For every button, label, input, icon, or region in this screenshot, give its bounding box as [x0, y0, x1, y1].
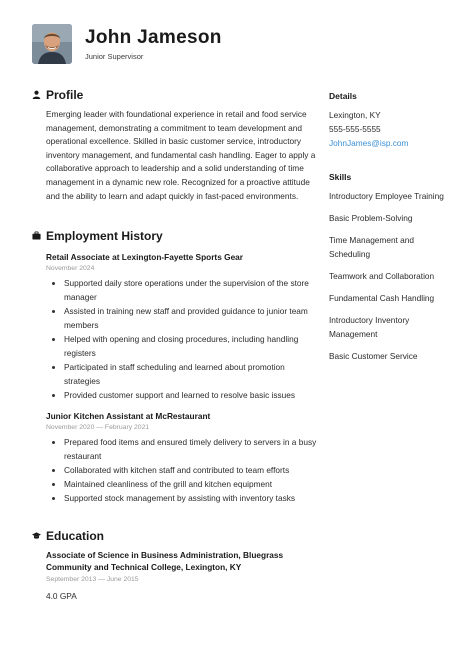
skills-section: [329, 171, 449, 363]
job-bullet: Collaborated with kitchen staff and contributed to team efforts: [46, 463, 318, 477]
briefcase-icon: [32, 231, 41, 240]
details-email-link[interactable]: JohnJames@isp.com: [329, 138, 409, 148]
job-bullet: Assisted in training new staff and provided guidance to junior team members: [46, 304, 318, 332]
job-bullet: Supported stock management by assisting with inventory tasks: [46, 491, 318, 505]
skill-item: Introductory Inventory Management: [329, 315, 410, 339]
skill-item: Introductory Employee Training: [329, 191, 444, 201]
profile-section-title: Profile: [46, 88, 84, 102]
details-location: Lexington, KY: [329, 110, 381, 120]
education-entry: [46, 549, 318, 602]
job-entry: [46, 410, 318, 505]
details-title: Details: [329, 91, 357, 101]
education-date: September 2013 — June 2015: [46, 576, 139, 584]
sidebar-column: [329, 90, 449, 371]
person-icon: [32, 90, 41, 99]
candidate-name: John Jameson: [85, 27, 222, 48]
job-bullets: [46, 435, 318, 505]
job-bullet: Helped with opening and closing procedures, including handling registers: [46, 332, 318, 360]
profile-section-header: [32, 86, 317, 104]
education-gpa: 4.0 GPA: [46, 591, 77, 602]
profile-summary: Emerging leader with foundational experience in retail and food service management, demonstrating a commitment to team development and operational excellence. Skilled in basic customer service, introductory inventory management, and fundamental cash handling. Eager to apply a collaborative approach to leadership and a solid understanding of time management in a dynamic new role. Recognized for a proactive attitude and the ability to learn and adapt quickly in fast-paced environments.: [46, 109, 316, 201]
skill-item: Basic Customer Service: [329, 351, 418, 361]
job-bullet: Prepared food items and ensured timely delivery to servers in a busy restaurant: [46, 435, 318, 463]
details-phone: 555-555-5555: [329, 124, 381, 134]
job-date: November 2020 — February 2021: [46, 424, 150, 432]
education-section-title: Education: [46, 529, 105, 544]
employment-section-title: Employment History: [46, 229, 163, 244]
education-section-header: [32, 527, 317, 545]
job-entry: [46, 251, 318, 402]
profile-section: [32, 86, 317, 203]
job-bullet: Supported daily store operations under the supervision of the store manager: [46, 276, 318, 304]
avatar: [32, 24, 72, 64]
resume-header: [32, 24, 442, 68]
job-bullet: Provided customer support and learned to resolve basic issues: [46, 388, 318, 402]
job-heading: Retail Associate at Lexington-Fayette Sports Gear: [46, 252, 244, 263]
skill-item: Teamwork and Collaboration: [329, 271, 435, 281]
job-bullets: [46, 276, 318, 402]
job-bullet: Maintained cleanliness of the grill and kitchen equipment: [46, 477, 318, 491]
candidate-job-title: Junior Supervisor: [85, 52, 144, 61]
avatar-photo: [32, 24, 72, 64]
education-section: [32, 527, 317, 602]
details-section: [329, 90, 449, 150]
graduation-cap-icon: [32, 531, 41, 540]
skill-item: Fundamental Cash Handling: [329, 293, 435, 303]
job-heading: Junior Kitchen Assistant at McRestaurant: [46, 411, 211, 422]
employment-section: [32, 227, 317, 505]
employment-section-header: [32, 227, 317, 245]
skill-item: Basic Problem-Solving: [329, 213, 413, 223]
skill-item: Time Management and Scheduling: [329, 235, 415, 259]
main-column: [32, 86, 317, 602]
education-heading: Associate of Science in Business Administration, Bluegrass Community and Technical College, Lexington, KY: [46, 550, 284, 573]
skills-title: Skills: [329, 172, 352, 182]
job-date: November 2024: [46, 265, 95, 273]
job-bullet: Participated in staff scheduling and learned about promotion strategies: [46, 360, 318, 388]
